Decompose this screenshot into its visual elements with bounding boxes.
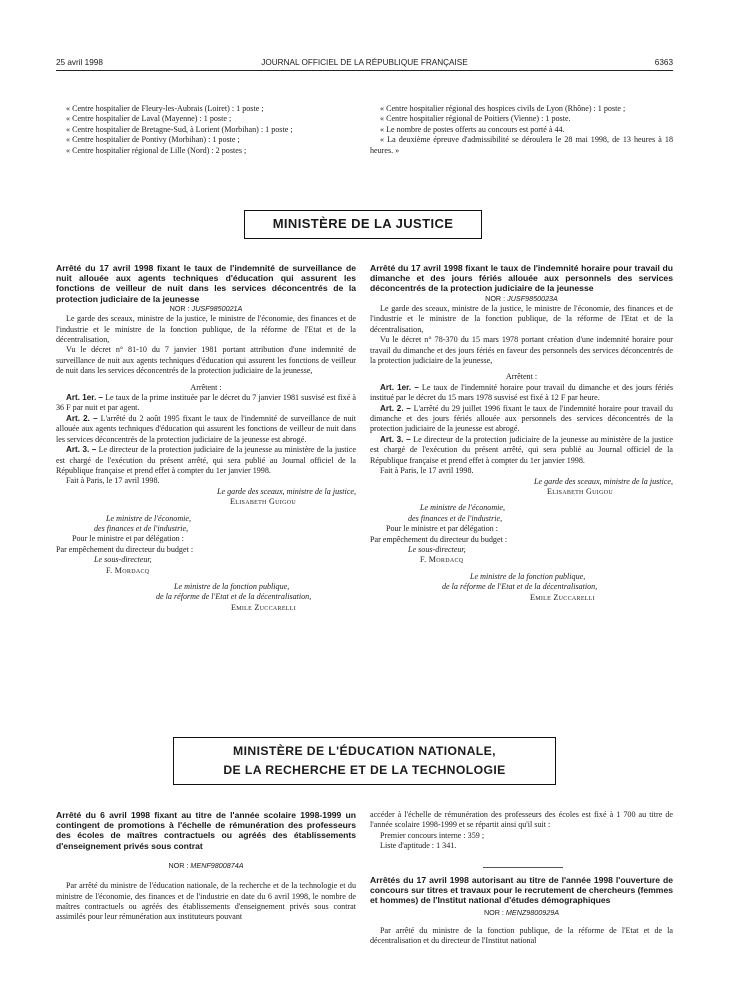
decree-body: accéder à l'échelle de rémunération des professeurs des écoles est fixé à 1 700 au titre de l'année scolaire 1998-1999 et se répartit ainsi qu'il suit :: [370, 810, 673, 830]
list-item: « Centre hospitalier de Pontivy (Morbihan) : 1 poste ;: [66, 135, 240, 145]
signatory-name: Emile Zuccarelli: [530, 592, 596, 602]
arretent: Arrêtent :: [505, 372, 538, 382]
header-rule: [56, 70, 673, 71]
list-item: « Centre hospitalier de Bretagne-Sud, à Lorient (Morbihan) : 1 poste ;: [66, 124, 293, 134]
list-item: Premier concours interne : 359 ;: [380, 830, 485, 840]
list-item: « Centre hospitalier régional des hospices civils de Lyon (Rhône) : 1 poste ;: [380, 104, 626, 113]
signatory-role: Le garde des sceaux, ministre de la justice,: [217, 486, 356, 496]
decree-title: Arrêté du 17 avril 1998 fixant le taux de l'indemnité de surveillance de nuit allouée aux agents techniques d'éducation qui assurent les fonctions de veilleur de nuit dans les services déconcentrés de la protection judiciaire de la jeunesse: [56, 263, 356, 304]
list-item: « Centre hospitalier régional de Lille (Nord) : 2 postes ;: [66, 145, 247, 155]
article-2: Art. 2. – L'arrêté du 29 juillet 1996 fixant le taux de l'indemnité horaire pour travail du dimanche et des jours fériés allouée aux personnels des services déconcentrés de la protection judiciaire de la jeunesse est abrogé.: [370, 403, 673, 434]
delegation: Pour le ministre et par délégation :: [72, 534, 184, 544]
list-item: Liste d'aptitude : 1 341.: [380, 841, 457, 851]
decree-night-surveillance: [56, 263, 356, 613]
signatory-role: des finances et de l'industrie,: [94, 523, 189, 533]
ministry-heading-line: MINISTÈRE DE L'ÉDUCATION NATIONALE,: [233, 744, 496, 758]
header-page-number: 6363: [654, 58, 673, 67]
ministry-heading-justice: MINISTÈRE DE LA JUSTICE: [244, 210, 482, 239]
article-3: Art. 3. – Le directeur de la protection judiciaire de la jeunesse au ministère de la justice est chargé de l'exécution du présent arrêté, qui sera publié au Journal officiel de la République française et prend effet à compter du 1er janvier 1998.: [56, 445, 356, 475]
signing-date: Fait à Paris, le 17 avril 1998.: [66, 476, 160, 486]
header-date: 25 avril 1998: [56, 58, 103, 67]
preamble: Le garde des sceaux, ministre de la justice, le ministre de l'économie, des finances et de l'industrie et le ministre de la fonction publique, de la réforme de l'Etat et de la décentralisation,: [370, 304, 673, 334]
signatory-role: Le ministre de l'économie,: [106, 513, 192, 523]
running-header: [56, 57, 673, 68]
nor-reference: NOR : JUSF9850023A: [485, 293, 558, 303]
decree-body: Par arrêté du ministre de l'éducation nationale, de la recherche et de la technologie et du ministre de l'économie, des finances et de l'industrie en date du 6 avril 1998, le nombre de maîtres contractuels ou agréés des établissements d'enseignement privés sous contrat assimilés pour leur rémunération aux instituteurs pouvant: [56, 881, 356, 922]
decree-promotions-contingent: [56, 810, 356, 923]
list-item: « Centre hospitalier régional de Poitiers (Vienne) : 1 poste.: [380, 114, 571, 124]
separator-rule: [483, 867, 563, 868]
signatory-role: Le ministre de l'économie,: [420, 503, 506, 513]
visa: Vu le décret n° 81-10 du 7 janvier 1981 portant attribution d'une indemnité de surveillance de nuit aux agents techniques d'éducation qui assurent les fonctions de veilleur de nuit dans les services déconcentrés de la protection judiciaire de la jeunesse,: [56, 345, 356, 376]
article-1: Art. 1er. – Le taux de l'indemnité horaire pour travail du dimanche et des jours fériés institué par le décret du 15 mars 1978 susvisé est fixé à 12 F par heure.: [370, 382, 673, 403]
signatory-name: Emile Zuccarelli: [231, 602, 297, 612]
signatory-name: F. Mordacq: [420, 555, 464, 565]
list-item: « Centre hospitalier de Laval (Mayenne) : 1 poste ;: [66, 114, 232, 124]
arretent: Arrêtent :: [190, 382, 222, 392]
signatory-role: Le sous-directeur,: [408, 544, 466, 554]
signatory-role: de la réforme de l'Etat et de la décentralisation,: [156, 592, 312, 602]
signatory-role: Le sous-directeur,: [94, 555, 152, 565]
signatory-role: Le garde des sceaux, ministre de la justice,: [534, 476, 673, 486]
signatory-role: Le ministre de la fonction publique,: [174, 581, 290, 591]
top-list-left: [56, 104, 356, 156]
article-2: Art. 2. – L'arrêté du 2 août 1995 fixant le taux de l'indemnité de surveillance de nuit allouée aux agents techniques d'éducation qui assurent les fonctions de veilleur de nuit dans les services déconcentrés de la protection judiciaire de la jeunesse est abrogé.: [56, 413, 356, 444]
list-item: « Centre hospitalier de Fleury-les-Aubrais (Loiret) : 1 poste ;: [66, 104, 264, 113]
decree-researcher-recruitment: [370, 875, 673, 947]
decree-continuation: [370, 810, 673, 852]
preamble: Le garde des sceaux, ministre de la justice, le ministre de l'économie, des finances et de l'industrie et le ministre de la fonction publique, de la réforme de l'Etat et de la décentralisation,: [56, 314, 356, 345]
signatory-name: Elisabeth Guigou: [547, 486, 613, 496]
visa: Vu le décret n° 78-370 du 15 mars 1978 portant création d'une indemnité horaire pour travail du dimanche et des jours fériés en faveur des personnels des services déconcentrés de la protection judiciaire de la jeunesse,: [370, 335, 673, 366]
ministry-heading-education: [173, 737, 556, 785]
decree-title: Arrêté du 17 avril 1998 fixant le taux de l'indemnité horaire pour travail du dimanche et des jours fériés allouée aux personnels des services déconcentrés de la protection judiciaire de la jeunesse: [370, 263, 673, 294]
delegation: Par empêchement du directeur du budget :: [370, 534, 508, 544]
article-3: Art. 3. – Le directeur de la protection judiciaire de la jeunesse au ministère de la justice est chargé de l'exécution du présent arrêté, qui sera publié au Journal officiel de la République française et prend effet à compter du 1er janvier 1998.: [370, 434, 673, 465]
nor-reference: NOR : MENF9800874A: [168, 860, 244, 870]
decree-sunday-holiday-allowance: [370, 263, 673, 603]
signatory-name: F. Mordacq: [106, 565, 150, 575]
header-journal-title: JOURNAL OFFICIEL DE LA RÉPUBLIQUE FRANÇAISE: [261, 58, 468, 67]
article-1: Art. 1er. – Le taux de la prime instituée par le décret du 7 janvier 1981 susvisé est fixé à 36 F par nuit et par agent.: [56, 393, 356, 413]
decree-title: Arrêtés du 17 avril 1998 autorisant au titre de l'année 1998 l'ouverture de concours sur titres et travaux pour le recrutement de chercheurs (femmes et hommes) de l'Institut national d'études démographiques: [370, 875, 673, 906]
delegation: Pour le ministre et par délégation :: [386, 524, 498, 534]
list-item: « La deuxième épreuve d'admissibilité se déroulera le 28 mai 1998, de 13 heures à 18 heures. »: [370, 135, 673, 155]
top-list-right: [370, 104, 673, 156]
signatory-role: des finances et de l'industrie,: [408, 513, 503, 523]
ministry-heading-line: DE LA RECHERCHE ET DE LA TECHNOLOGIE: [223, 763, 506, 777]
nor-reference: NOR : JUSF9850021A: [169, 303, 243, 313]
signing-date: Fait à Paris, le 17 avril 1998.: [380, 466, 474, 476]
decree-body: Par arrêté du ministre de la fonction publique, de la réforme de l'Etat et de la décentralisation et du directeur de l'Institut national: [370, 926, 673, 946]
delegation: Par empêchement du directeur du budget :: [56, 544, 194, 554]
decree-title: Arrêté du 6 avril 1998 fixant au titre de l'année scolaire 1998-1999 un contingent de promotions à l'échelle de rémunération des professeurs des écoles de maîtres contractuels ou agréés des établissements d'enseignement privés sous contrat: [56, 810, 356, 851]
signatory-role: Le ministre de la fonction publique,: [470, 571, 586, 581]
signatory-role: de la réforme de l'Etat et de la décentralisation,: [442, 582, 598, 592]
signatory-name: Elisabeth Guigou: [230, 497, 296, 507]
list-item: « Le nombre de postes offerts au concours est porté à 44.: [380, 124, 565, 134]
nor-reference: NOR : MENZ9800929A: [483, 907, 560, 917]
